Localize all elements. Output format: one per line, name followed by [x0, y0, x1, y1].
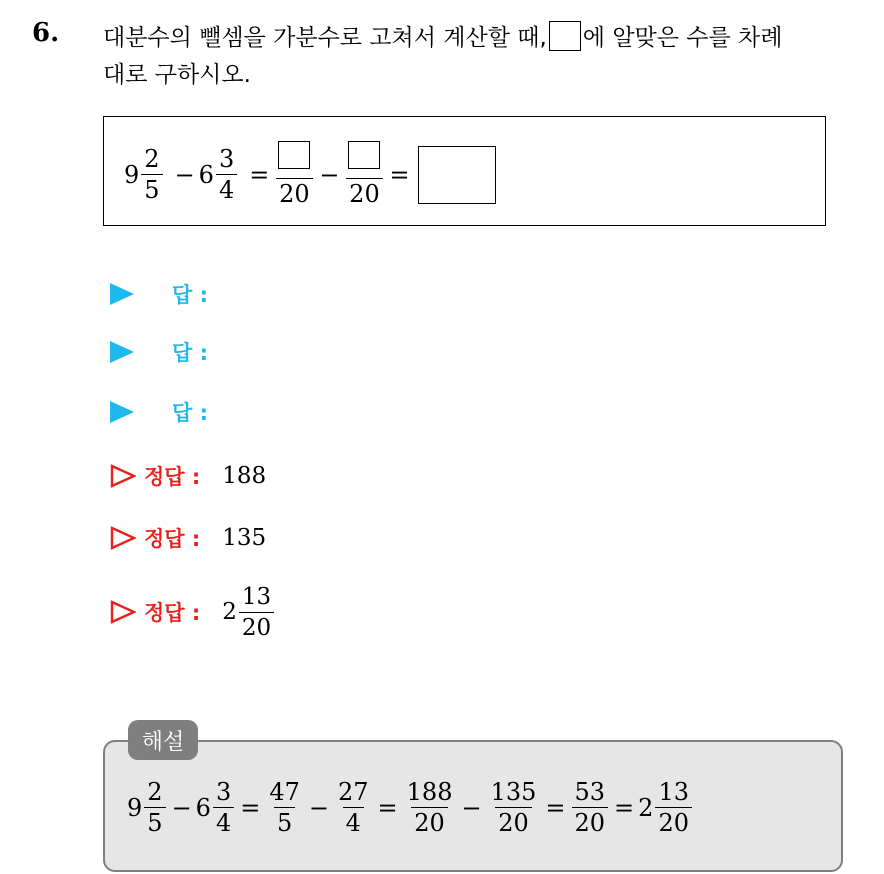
solution-fraction-12 [572, 778, 609, 837]
solution-fraction-6 [335, 778, 372, 837]
blank-numerator-1[interactable] [278, 141, 310, 169]
question-line-1-before: 대분수의 뺄셈을 가분수로 고쳐서 계산할 때, [103, 25, 547, 51]
solution-denominator-2: 4 [213, 807, 234, 837]
blank-numerator-2[interactable] [348, 141, 380, 169]
answer-row-3 [110, 392, 208, 432]
solution-denominator-10: 20 [495, 807, 532, 837]
correct-mixed-whole: 2 [222, 599, 237, 625]
solution-numerator-10: 135 [490, 778, 537, 806]
triangle-outline-icon [110, 600, 136, 624]
solution-whole-14: 2 [638, 793, 654, 822]
solution-operator-13: = [614, 793, 635, 822]
correct-row-3 [110, 582, 276, 642]
minus-sign-1: − [174, 160, 195, 189]
solution-tab: 해설 [128, 720, 198, 760]
solution-numerator-2: 3 [215, 778, 232, 806]
solution-denominator-8: 20 [411, 807, 448, 837]
solution-fraction-14 [655, 778, 692, 837]
answer-label-1: 답 : [172, 283, 208, 307]
solution-denominator-14: 20 [655, 807, 692, 837]
mixed-2-whole: 6 [198, 160, 214, 189]
correct-mixed-fraction [239, 583, 274, 642]
correct-mixed-number [222, 583, 276, 642]
solution-numerator-6: 27 [338, 778, 369, 806]
question-line-1-after: 에 알맞은 수를 차례 [582, 25, 783, 51]
solution-operator-3: = [240, 793, 261, 822]
correct-row-1 [110, 456, 266, 496]
solution-mixed-number-2 [196, 778, 237, 837]
answer-row-2 [110, 332, 208, 372]
blank-fraction-1-denominator: 20 [276, 178, 313, 208]
mixed-1-numerator: 2 [144, 145, 160, 173]
solution-numerator-0: 2 [147, 778, 163, 806]
solution-fraction-0 [144, 778, 165, 837]
mixed-1-fraction [141, 145, 162, 204]
blank-fraction-2 [345, 141, 383, 208]
mixed-number-2 [199, 145, 240, 204]
correct-label-2: 정답 : [144, 527, 201, 551]
solution-denominator-4: 5 [274, 807, 295, 837]
solution-numerator-4: 47 [269, 778, 300, 806]
solution-fraction-10 [488, 778, 540, 837]
triangle-solid-icon [110, 401, 134, 423]
mixed-number-1 [124, 145, 165, 204]
solution-numerator-8: 188 [406, 778, 453, 806]
answer-label-2: 답 : [172, 341, 208, 365]
question-line-1 [103, 20, 873, 57]
correct-mixed-numerator: 13 [241, 583, 272, 610]
mixed-1-denominator: 5 [141, 174, 162, 204]
triangle-outline-icon [110, 464, 136, 488]
problem-box [103, 116, 826, 226]
mixed-2-numerator: 3 [218, 145, 235, 173]
solution-whole-0: 9 [127, 793, 143, 822]
solution-box [103, 740, 843, 872]
solution-mixed-number-14 [638, 778, 694, 837]
solution-numerator-12: 53 [574, 778, 606, 806]
solution-operator-9: − [461, 793, 482, 822]
question-number: 6. [32, 18, 60, 48]
blank-fraction-1 [275, 141, 313, 208]
problem-equation [124, 141, 502, 208]
solution-fraction-4 [266, 778, 303, 837]
triangle-solid-icon [110, 341, 134, 363]
answer-label-3: 답 : [172, 401, 208, 425]
minus-sign-2: − [319, 160, 340, 189]
equals-sign-2: = [389, 160, 410, 189]
solution-mixed-number-0 [127, 778, 168, 837]
solution-operator-11: = [545, 793, 566, 822]
solution-equation [127, 778, 694, 837]
solution-fraction-8 [404, 778, 456, 837]
equals-sign-1: = [249, 160, 270, 189]
solution-operator-5: − [308, 793, 329, 822]
solution-operator-7: = [377, 793, 398, 822]
correct-row-2 [110, 518, 266, 558]
solution-denominator-6: 4 [343, 807, 364, 837]
blank-fraction-2-denominator: 20 [346, 178, 383, 208]
blank-result-box[interactable] [418, 146, 496, 204]
solution-numerator-14: 13 [658, 778, 689, 806]
correct-label-1: 정답 : [144, 465, 201, 489]
answer-row-1 [110, 274, 208, 314]
solution-operator-1: − [171, 793, 192, 822]
solution-fraction-2 [213, 778, 234, 837]
correct-mixed-denominator: 20 [239, 612, 274, 642]
triangle-solid-icon [110, 283, 134, 305]
solution-whole-2: 6 [195, 793, 211, 822]
inline-blank-box [549, 21, 581, 51]
mixed-2-denominator: 4 [216, 174, 237, 204]
correct-value-1: 188 [222, 463, 267, 489]
correct-value-2: 135 [222, 525, 267, 551]
correct-label-3: 정답 : [144, 601, 201, 625]
mixed-1-whole: 9 [124, 160, 140, 189]
solution-denominator-12: 20 [572, 807, 609, 837]
question-text [103, 20, 873, 94]
triangle-outline-icon [110, 526, 136, 550]
question-line-2: 대로 구하시오. [103, 62, 251, 88]
mixed-2-fraction [216, 145, 237, 204]
solution-denominator-0: 5 [144, 807, 165, 837]
